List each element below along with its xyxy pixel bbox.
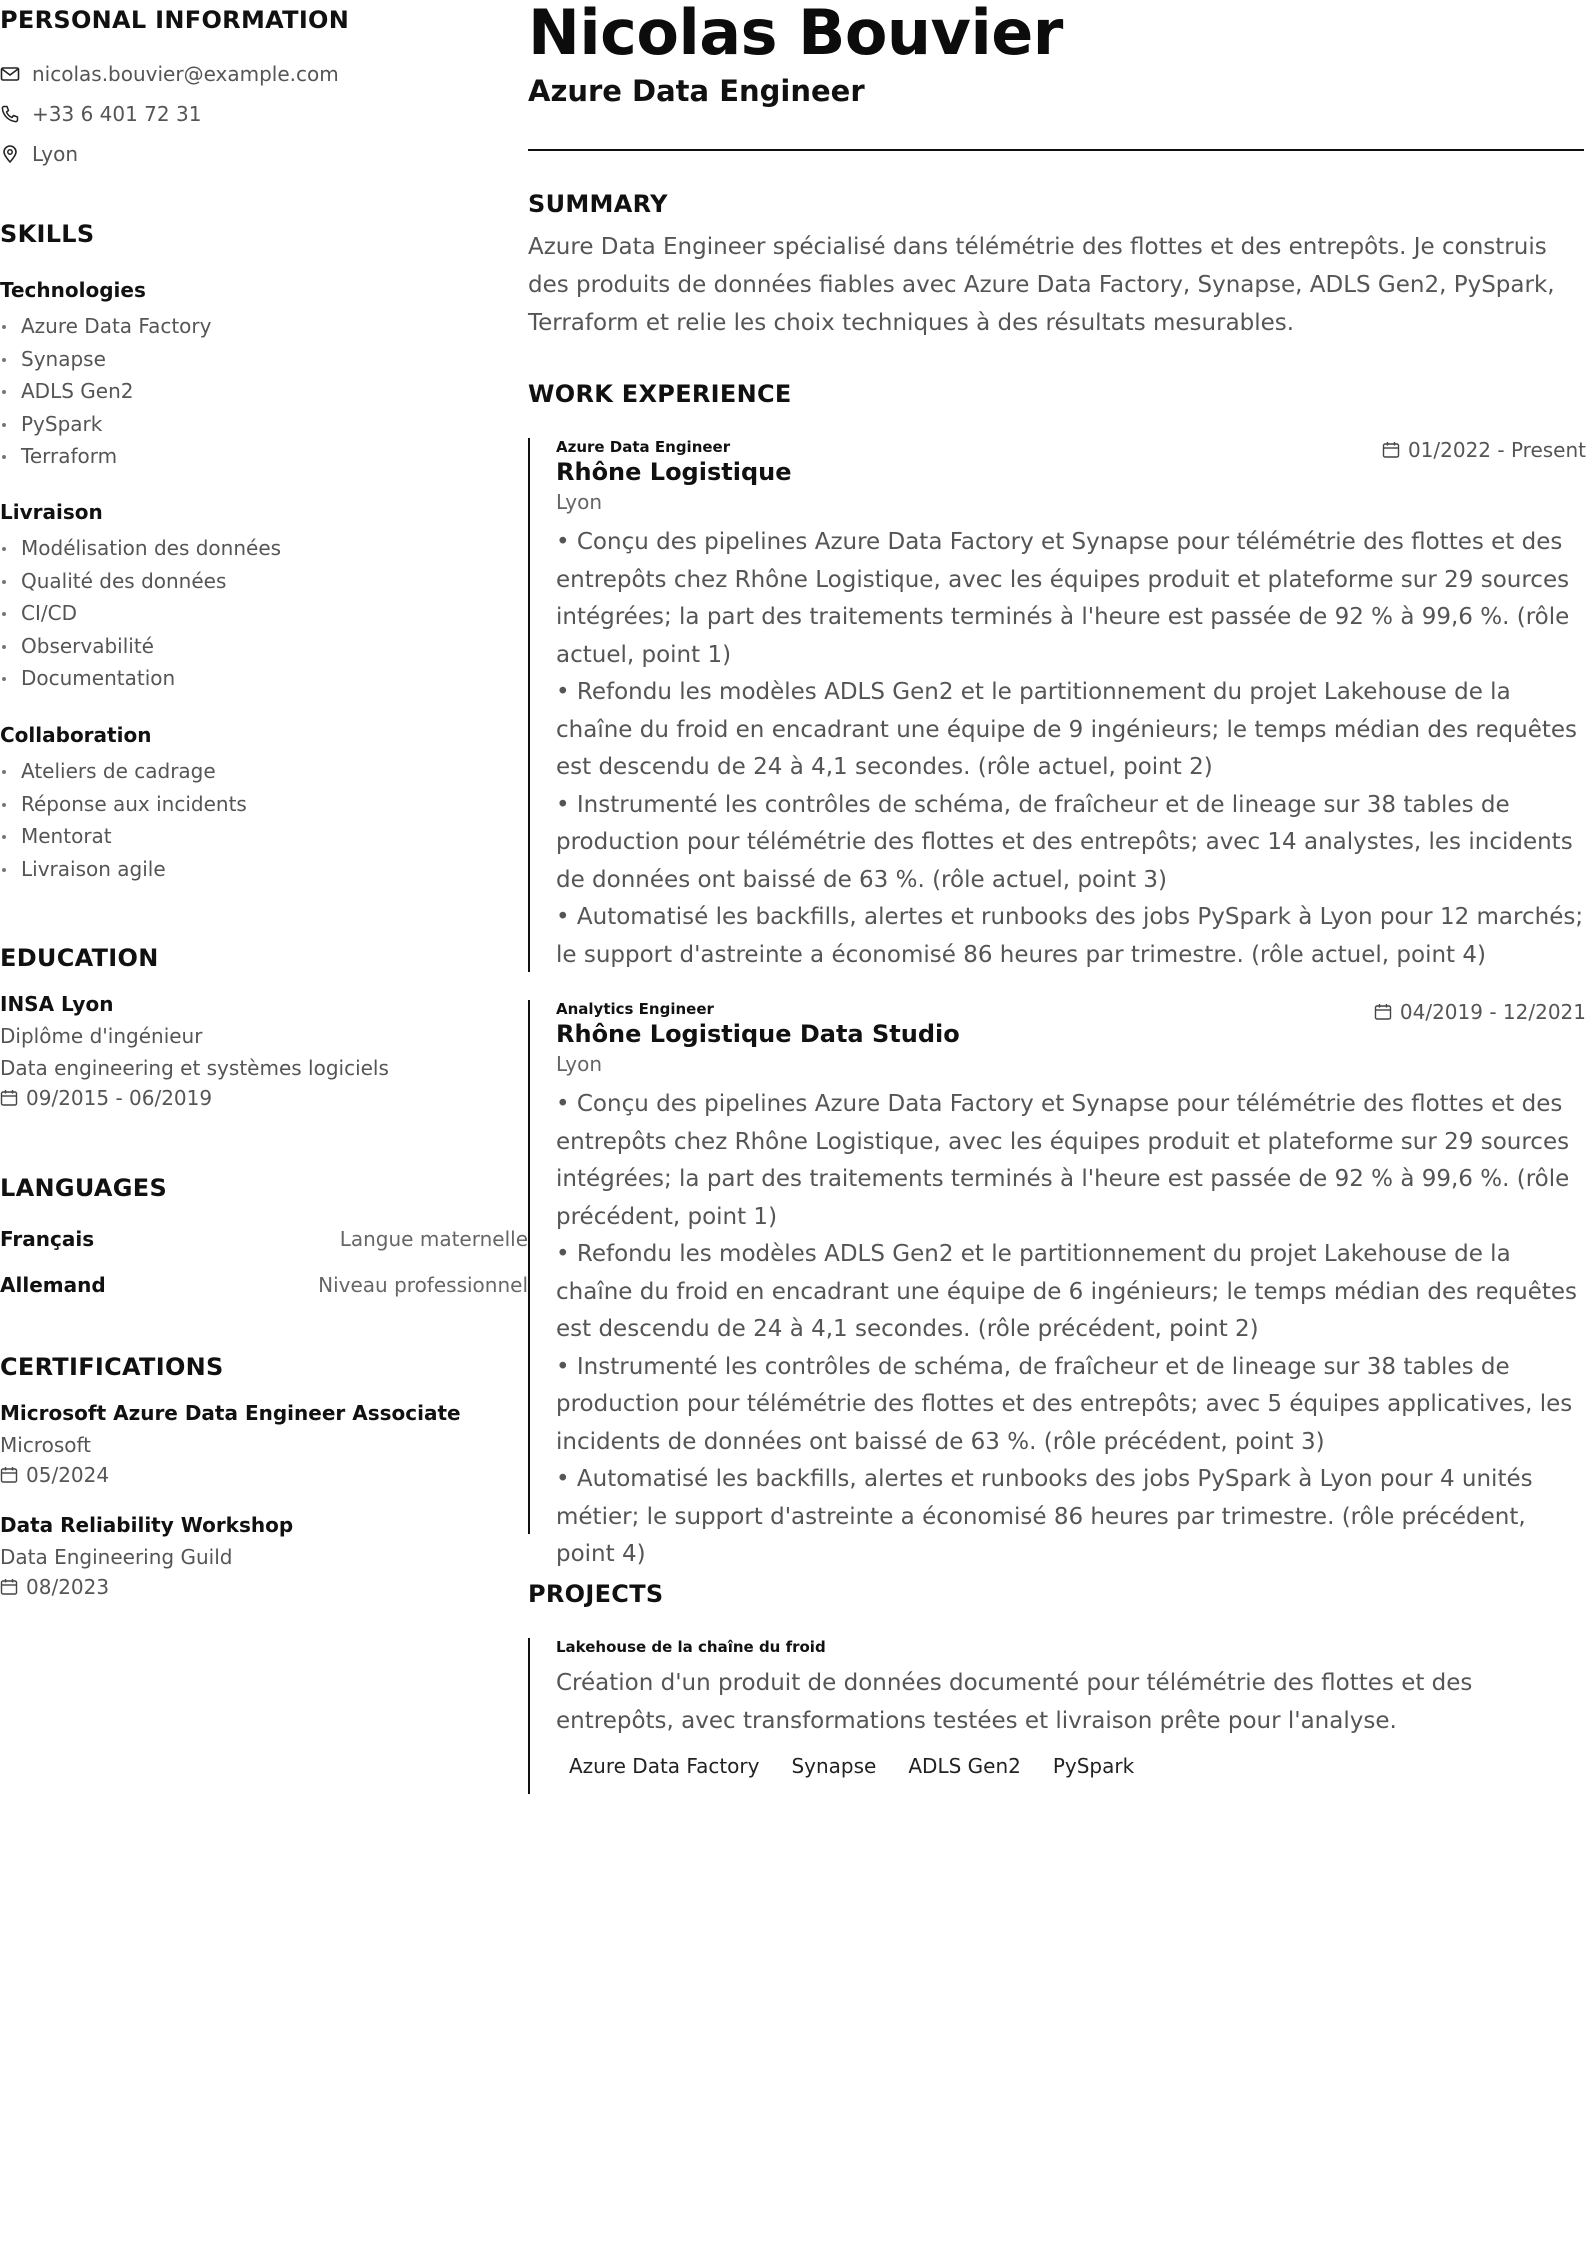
- school-name: INSA Lyon: [0, 992, 114, 1016]
- degree: Diplôme d'ingénieur: [0, 1024, 203, 1048]
- job-bullets: [556, 1086, 1586, 1574]
- calendar-icon: [0, 1089, 18, 1107]
- skill-item: CI/CD: [0, 597, 528, 630]
- language-level: Niveau professionnel: [318, 1273, 528, 1297]
- summary-section: [528, 190, 1584, 342]
- personal-information-section: [0, 6, 528, 174]
- project-tag: ADLS Gen2: [908, 1754, 1021, 1778]
- job-location: Lyon: [556, 1052, 603, 1076]
- contact-location: [0, 134, 528, 174]
- skill-item: Ateliers de cadrage: [0, 755, 528, 788]
- summary-text: Azure Data Engineer spécialisé dans télémétrie des flottes et des entrepôts. Je construis des produits de données fiables avec Azure Data Factory, Synapse, ADLS Gen2, PySpark, Terraform et relie les choix techniques à des résultats mesurables.: [528, 234, 1555, 336]
- contact-email[interactable]: [0, 54, 528, 94]
- project-entry: [528, 1638, 1586, 1794]
- certification-name: Data Reliability Workshop: [0, 1513, 294, 1537]
- certification-date: 08/2023: [0, 1575, 528, 1599]
- project-tags: [556, 1750, 1586, 1782]
- education-section: [0, 944, 528, 1110]
- contact-list: [0, 54, 528, 174]
- job-bullets: [556, 524, 1586, 974]
- skill-group-livraison: [0, 500, 528, 695]
- field-of-study: Data engineering et systèmes logiciels: [0, 1056, 389, 1080]
- phone-icon: [0, 104, 20, 124]
- job-role: Analytics Engineer: [556, 1000, 714, 1018]
- certification-issuer: Microsoft: [0, 1433, 92, 1457]
- project-tag: PySpark: [1052, 1754, 1135, 1778]
- language-name: Allemand: [0, 1273, 106, 1297]
- job-bullet: • Automatisé les backfills, alertes et runbooks des jobs PySpark à Lyon pour 12 marchés; le support d'astreinte a économisé 86 heures par trimestre. (rôle actuel, point 4): [556, 904, 1584, 968]
- job-bullet: • Refondu les modèles ADLS Gen2 et le partitionnement du projet Lakehouse de la chaîne du froid en encadrant une équipe de 6 ingénieurs; le temps médian des requêtes est descendu de 24 à 4,1 secondes. (rôle précédent, point 2): [556, 1241, 1577, 1342]
- job-bullet: • Refondu les modèles ADLS Gen2 et le partitionnement du projet Lakehouse de la chaîne du froid en encadrant une équipe de 9 ingénieurs; le temps médian des requêtes est descendu de 24 à 4,1 secondes. (rôle actuel, point 2): [556, 679, 1577, 780]
- languages-section: [0, 1174, 528, 1297]
- location-pin-icon: [0, 144, 20, 164]
- skill-group-title: Livraison: [0, 500, 103, 524]
- job-entry: [528, 1000, 1586, 1567]
- education-title: EDUCATION: [0, 944, 159, 972]
- certification-item: [0, 1513, 528, 1599]
- header-divider: [528, 149, 1584, 151]
- skill-item: ADLS Gen2: [0, 375, 528, 408]
- job-company: Rhône Logistique Data Studio: [556, 1020, 960, 1048]
- candidate-name: Nicolas Bouvier: [528, 0, 1063, 69]
- job-dates: 01/2022 - Present: [1382, 438, 1586, 462]
- job-bullet: • Automatisé les backfills, alertes et runbooks des jobs PySpark à Lyon pour 4 unités métier; le support d'astreinte a économisé 86 heures par trimestre. (rôle précédent, point 4): [556, 1466, 1533, 1567]
- job-location: Lyon: [556, 490, 603, 514]
- skill-list: [0, 755, 528, 885]
- projects-title: PROJECTS: [528, 1580, 664, 1608]
- project-tag: Azure Data Factory: [569, 1754, 760, 1778]
- contact-phone[interactable]: [0, 94, 528, 134]
- work-experience-title: WORK EXPERIENCE: [528, 380, 792, 408]
- project-tag: Synapse: [791, 1754, 877, 1778]
- skill-item: Mentorat: [0, 820, 528, 853]
- skill-item: Azure Data Factory: [0, 310, 528, 343]
- location-text: Lyon: [32, 142, 79, 166]
- project-description: Création d'un produit de données documenté pour télémétrie des flottes et des entrepôts, avec transformations testées et livraison prête pour l'analyse.: [556, 1670, 1473, 1734]
- skill-item: Modélisation des données: [0, 532, 528, 565]
- skill-item: Synapse: [0, 343, 528, 376]
- mail-icon: [0, 64, 20, 84]
- calendar-icon: [1374, 1003, 1392, 1021]
- education-dates: 09/2015 - 06/2019: [0, 1086, 528, 1110]
- certification-date: 05/2024: [0, 1463, 528, 1487]
- skill-item: Terraform: [0, 440, 528, 473]
- skill-group-technologies: [0, 278, 528, 473]
- language-row: [0, 1262, 528, 1308]
- calendar-icon: [0, 1578, 18, 1596]
- certifications-title: CERTIFICATIONS: [0, 1353, 224, 1381]
- language-row: [0, 1216, 528, 1262]
- job-bullet: • Conçu des pipelines Azure Data Factory et Synapse pour télémétrie des flottes et des entrepôts chez Rhône Logistique, avec les équipes produit et plateforme sur 29 sources intégrées; la part des traitements terminés à l'heure est passée de 92 % à 99,6 %. (rôle actuel, point 1): [556, 529, 1570, 668]
- job-bullet: • Instrumenté les contrôles de schéma, de fraîcheur et de lineage sur 38 tables de production pour télémétrie des flottes et des entrepôts; avec 14 analystes, les incidents de données ont baissé de 63 %. (rôle actuel, point 3): [556, 791, 1573, 893]
- skill-item: Documentation: [0, 662, 528, 695]
- skill-list: [0, 310, 528, 473]
- skill-list: [0, 532, 528, 695]
- email-text: nicolas.bouvier@example.com: [32, 62, 339, 86]
- skill-item: Réponse aux incidents: [0, 788, 528, 821]
- skill-group-title: Technologies: [0, 278, 146, 302]
- skill-group-title: Collaboration: [0, 723, 152, 747]
- calendar-icon: [0, 1466, 18, 1484]
- candidate-role: Azure Data Engineer: [528, 74, 865, 108]
- language-level: Langue maternelle: [339, 1227, 528, 1251]
- certification-name: Microsoft Azure Data Engineer Associate: [0, 1401, 461, 1425]
- phone-text: +33 6 401 72 31: [32, 102, 202, 126]
- certifications-section: [0, 1353, 528, 1599]
- job-company: Rhône Logistique: [556, 458, 792, 486]
- job-entry: [528, 438, 1586, 972]
- summary-title: SUMMARY: [528, 190, 668, 218]
- projects-title-wrap: [528, 1580, 1584, 1608]
- skills-title: SKILLS: [0, 220, 95, 248]
- skills-section: [0, 220, 528, 881]
- skill-item: PySpark: [0, 408, 528, 441]
- calendar-icon: [1382, 441, 1400, 459]
- work-experience-title-wrap: [528, 380, 1584, 408]
- job-bullet: • Conçu des pipelines Azure Data Factory et Synapse pour télémétrie des flottes et des entrepôts chez Rhône Logistique, avec les équipes produit et plateforme sur 29 sources intégrées; la part des traitements terminés à l'heure est passée de 92 % à 99,6 %. (rôle précédent, point 1): [556, 1091, 1570, 1230]
- project-name: Lakehouse de la chaîne du froid: [556, 1638, 826, 1656]
- skill-item: Qualité des données: [0, 565, 528, 598]
- certification-item: [0, 1401, 528, 1487]
- language-name: Français: [0, 1227, 95, 1251]
- skill-item: Observabilité: [0, 630, 528, 663]
- skill-item: Livraison agile: [0, 853, 528, 886]
- job-role: Azure Data Engineer: [556, 438, 731, 456]
- certification-issuer: Data Engineering Guild: [0, 1545, 233, 1569]
- job-bullet: • Instrumenté les contrôles de schéma, de fraîcheur et de lineage sur 38 tables de production pour télémétrie des flottes et des entrepôts; avec 5 équipes applicatives, les incidents de données ont baissé de 63 %. (rôle précédent, point 3): [556, 1353, 1573, 1455]
- personal-information-title: PERSONAL INFORMATION: [0, 6, 350, 34]
- job-dates: 04/2019 - 12/2021: [1374, 1000, 1586, 1024]
- skill-group-collaboration: [0, 723, 528, 885]
- languages-title: LANGUAGES: [0, 1174, 168, 1202]
